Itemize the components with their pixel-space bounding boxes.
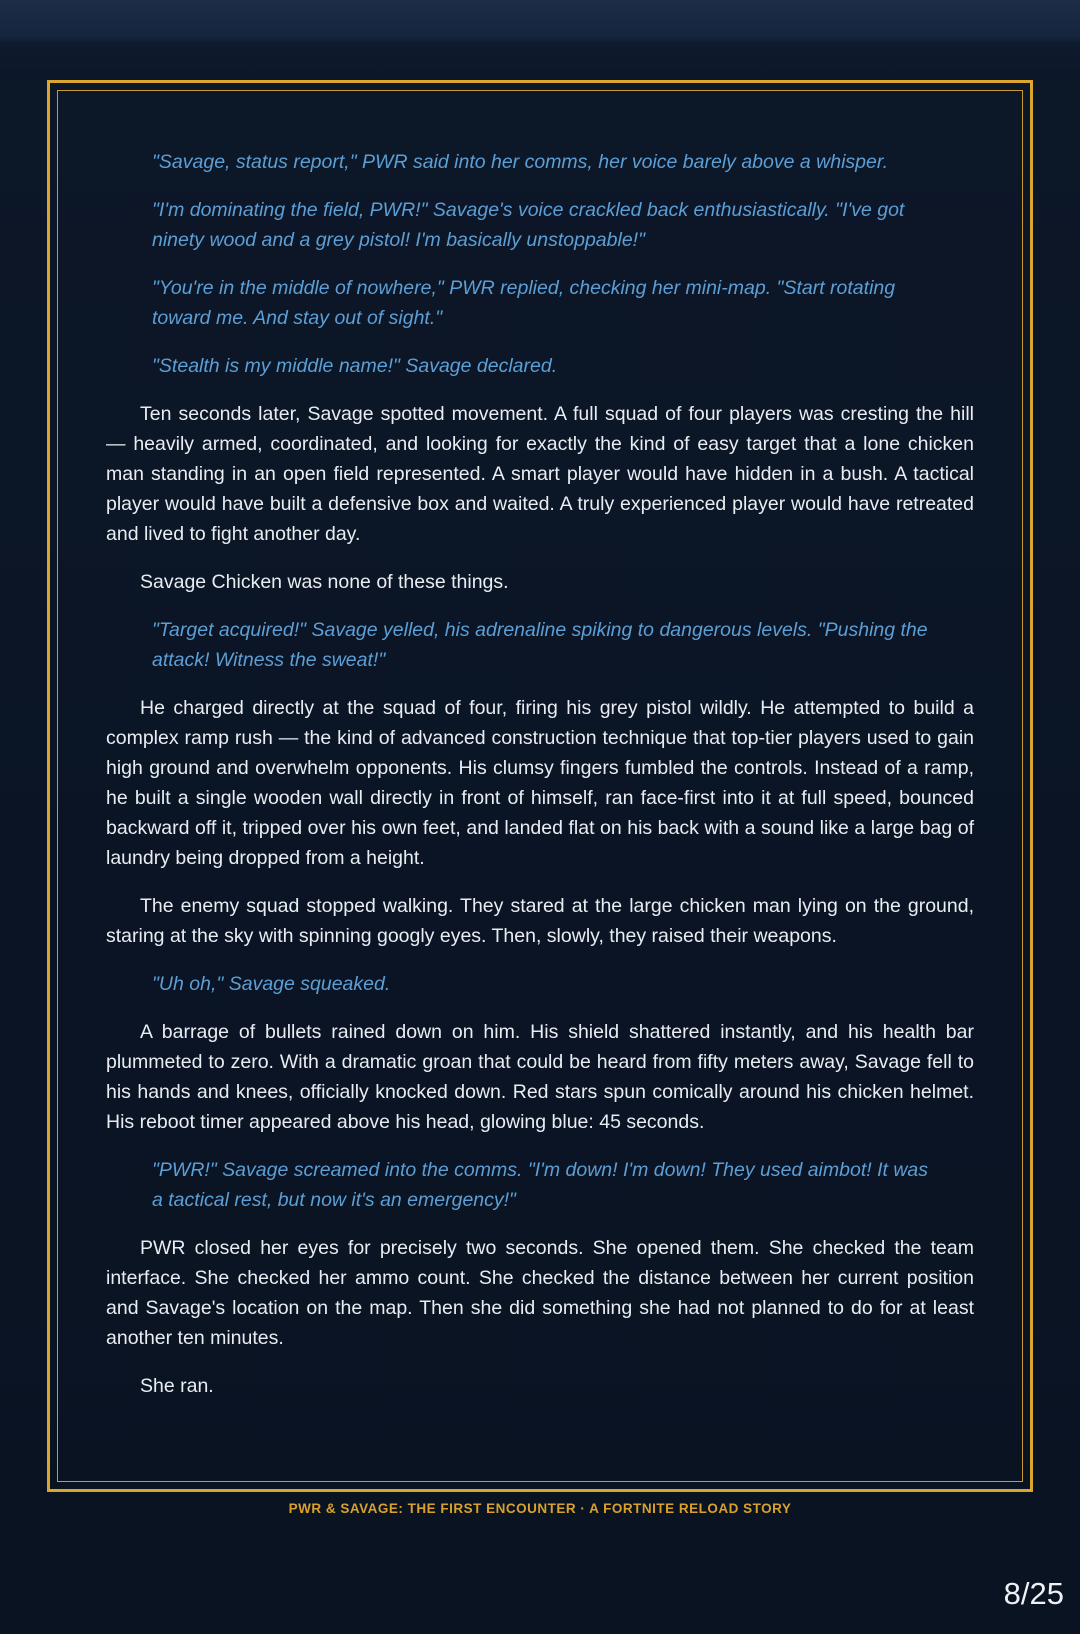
story-paragraph: Savage Chicken was none of these things.: [140, 571, 509, 593]
story-paragraph: "Savage, status report," PWR said into her comms, her voice barely above a whisper.: [152, 151, 889, 173]
story-paragraph: "You're in the middle of nowhere," PWR replied, checking her mini-map. "Start rotating toward me. And stay out of sight.": [152, 277, 896, 329]
story-paragraph: "Target acquired!" Savage yelled, his adrenaline spiking to dangerous levels. "Pushing the attack! Witness the sweat!": [152, 619, 928, 671]
story-paragraph: A barrage of bullets rained down on him. His shield shattered instantly, and his health bar plummeted to zero. With a dramatic groan that could be heard from fifty meters away, Savage fell to his hands and knees, officially knocked down. Red stars spun comically around his chicken helmet. His reboot timer appeared above his head, glowing blue: 45 seconds.: [106, 1021, 974, 1133]
story-paragraph: She ran.: [140, 1375, 214, 1397]
story-paragraph: He charged directly at the squad of four, firing his grey pistol wildly. He attempted to build a complex ramp rush — the kind of advanced construction technique that top-tier players used to gain high ground and overwhelm opponents. His clumsy fingers fumbled the controls. Instead of a ramp, he built a single wooden wall directly in front of himself, ran face-first into it at full speed, bounced backward off it, tripped over his own feet, and landed flat on his back with a sound like a large bag of laundry being dropped from a height.: [106, 697, 974, 869]
story-paragraph: PWR closed her eyes for precisely two seconds. She opened them. She checked the team interface. She checked her ammo count. She checked the distance between her current position and Savage's location on the map. Then she did something she had not planned to do for at least another ten minutes.: [106, 1237, 974, 1349]
story-paragraph: "Uh oh," Savage squeaked.: [152, 973, 391, 995]
story-frame: [47, 80, 1033, 1492]
story-text: [106, 147, 974, 1401]
story-paragraph: "Stealth is my middle name!" Savage declared.: [152, 355, 558, 377]
story-paragraph: The enemy squad stopped walking. They stared at the large chicken man lying on the ground, staring at the sky with spinning googly eyes. Then, slowly, they raised their weapons.: [106, 895, 974, 947]
story-paragraph: "I'm dominating the field, PWR!" Savage's voice crackled back enthusiastically. "I've got ninety wood and a grey pistol! I'm basically unstoppable!": [152, 199, 905, 251]
story-footer-title: PWR & SAVAGE: THE FIRST ENCOUNTER · A FORTNITE RELOAD STORY: [288, 1501, 792, 1516]
story-paragraph: "PWR!" Savage screamed into the comms. "I'm down! I'm down! They used aimbot! It was a tactical rest, but now it's an emergency!": [152, 1159, 929, 1211]
top-bar: [0, 0, 1080, 42]
story-frame-inner: [57, 90, 1023, 1482]
story-paragraph: Ten seconds later, Savage spotted movement. A full squad of four players was cresting the hill — heavily armed, coordinated, and looking for exactly the kind of easy target that a lone chicken man standing in an open field represented. A smart player would have hidden in a bush. A tactical player would have built a defensive box and waited. A truly experienced player would have retreated and lived to fight another day.: [106, 403, 974, 545]
page-indicator: 8/25: [1003, 1576, 1064, 1611]
